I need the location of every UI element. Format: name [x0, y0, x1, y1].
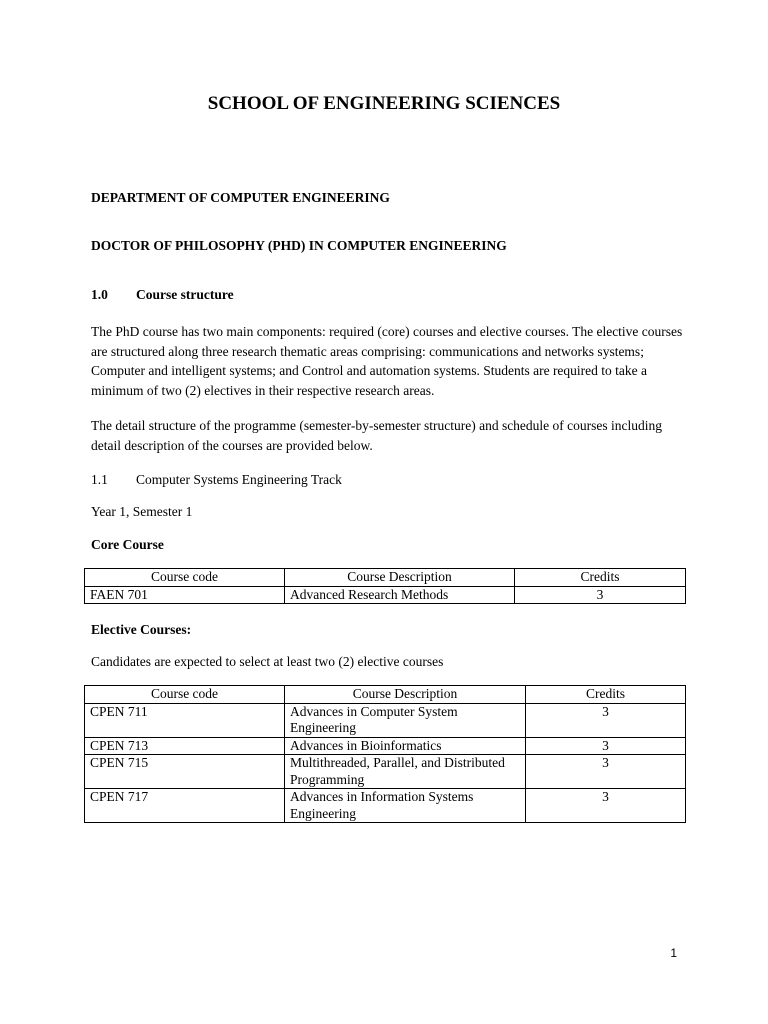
intro-paragraph: The PhD course has two main components: required (core) courses and elective courses. The elective courses are structured along three research thematic areas comprising: communications and networks systems; Computer and intelligent systems; and Control and automation systems. Students are required to take a minimum of two (2) electives in their respective research areas.: [91, 324, 683, 398]
structure-paragraph: The detail structure of the programme (semester-by-semester structure) and schedule of courses including detail description of the courses are provided below.: [91, 418, 663, 453]
course-code: FAEN 701: [85, 586, 285, 604]
section-title: Course structure: [136, 287, 234, 302]
column-header: Course code: [85, 686, 285, 704]
semester-label: Year 1, Semester 1: [91, 504, 193, 519]
course-credits: 3: [526, 737, 686, 755]
course-code: CPEN 711: [85, 703, 285, 737]
department-heading: DEPARTMENT OF COMPUTER ENGINEERING: [91, 190, 390, 205]
course-credits: 3: [526, 789, 686, 823]
course-description: Advanced Research Methods: [285, 586, 515, 604]
table-row: [85, 755, 686, 789]
core-course-heading: Core Course: [91, 537, 164, 552]
table-row: [85, 703, 686, 737]
course-credits: 3: [526, 755, 686, 789]
course-code: CPEN 713: [85, 737, 285, 755]
table-row: [85, 789, 686, 823]
programme-heading: DOCTOR OF PHILOSOPHY (PHD) IN COMPUTER ENGINEERING: [91, 238, 507, 253]
page-title: SCHOOL OF ENGINEERING SCIENCES: [207, 93, 561, 114]
elective-course-table: [84, 685, 686, 823]
course-code: CPEN 717: [85, 789, 285, 823]
table-header-row: [85, 686, 686, 704]
column-header: Course code: [85, 569, 285, 587]
column-header: Course Description: [285, 569, 515, 587]
page-number: 1: [670, 946, 677, 960]
table-header-row: [85, 569, 686, 587]
course-description: Advances in Computer System Engineering: [285, 703, 526, 737]
course-credits: 3: [526, 703, 686, 737]
course-credits: 3: [515, 586, 686, 604]
table-row: [85, 586, 686, 604]
course-description: Advances in Information Systems Engineering: [285, 789, 526, 823]
core-course-table: [84, 568, 686, 604]
section-number: 1.0: [91, 287, 108, 302]
course-description: Advances in Bioinformatics: [285, 737, 526, 755]
column-header: Credits: [526, 686, 686, 704]
column-header: Credits: [515, 569, 686, 587]
column-header: Course Description: [285, 686, 526, 704]
elective-note: Candidates are expected to select at least two (2) elective courses: [91, 654, 444, 669]
elective-courses-heading: Elective Courses:: [91, 622, 192, 637]
course-description: Multithreaded, Parallel, and Distributed Programming: [285, 755, 526, 789]
subsection-number: 1.1: [91, 472, 108, 487]
subsection-title: Computer Systems Engineering Track: [136, 472, 342, 487]
course-code: CPEN 715: [85, 755, 285, 789]
table-row: [85, 737, 686, 755]
